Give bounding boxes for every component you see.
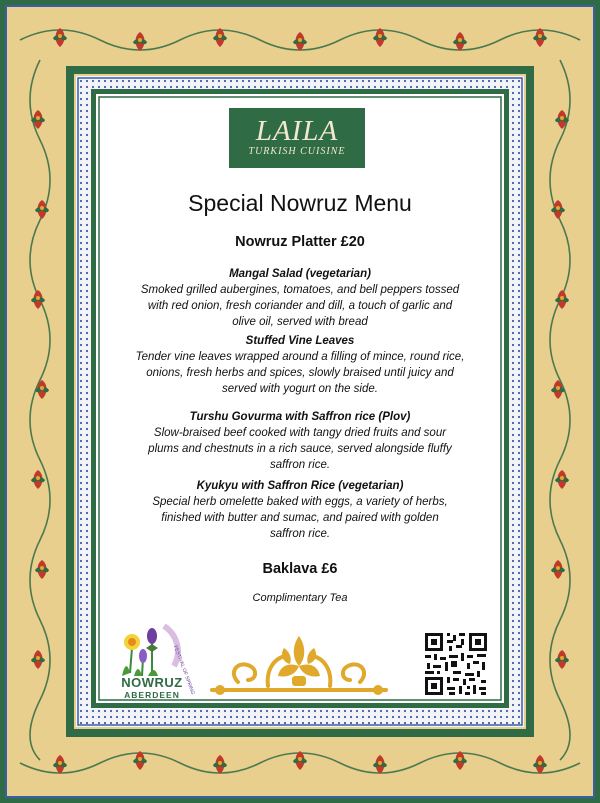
- nowruz-word: NOWRUZ: [121, 675, 183, 690]
- item-description-line: olive oil, served with bread: [232, 316, 368, 328]
- item-name: Mangal Salad (vegetarian): [229, 268, 371, 280]
- dessert-heading: Baklava £6: [262, 561, 338, 577]
- laila-logo: [229, 108, 365, 168]
- logo-subtitle: TURKISH CUISINE: [248, 146, 346, 157]
- item-name: Kyukyu with Saffron Rice (vegetarian): [196, 480, 404, 492]
- qr-code-icon[interactable]: [423, 631, 489, 697]
- item-description: [112, 282, 488, 330]
- item-description-line: Smoked grilled aubergines, tomatoes, and bell peppers tossed: [140, 284, 460, 296]
- gold-ornament-icon: [208, 632, 390, 698]
- item-description-line: saffron rice.: [269, 528, 331, 540]
- complimentary-tea: Complimentary Tea: [252, 592, 348, 604]
- crocus-icon: [134, 649, 158, 676]
- aberdeen-word: ABERDEEN: [124, 690, 180, 700]
- item-description: [112, 425, 488, 473]
- item-description-line: with red onion, fresh coriander and dill, a touch of garlic and: [147, 300, 453, 312]
- menu-title: Special Nowruz Menu: [188, 190, 412, 216]
- item-description-line: Tender vine leaves wrapped around a filling of mince, round rice,: [135, 351, 465, 363]
- item-name: Turshu Govurma with Saffron rice (Plov): [189, 411, 411, 423]
- item-description-line: finished with butter and sumac, and paired with golden: [161, 512, 439, 524]
- festival-arc-text: FESTIVAL OF SPRING: [172, 644, 196, 696]
- item-description-line: Slow-braised beef cooked with tangy dried fruits and sour: [153, 427, 447, 439]
- item-name: Stuffed Vine Leaves: [245, 335, 355, 347]
- logo-name: LAILA: [255, 115, 339, 147]
- item-description-line: saffron rice.: [269, 459, 331, 471]
- platter-heading: Nowruz Platter £20: [235, 234, 365, 250]
- item-description-line: plums and chestnuts in a rich sauce, served alongside fluffy: [148, 443, 452, 455]
- item-description-line: Special herb omelette baked with eggs, a variety of herbs,: [152, 496, 448, 508]
- thistle-icon: [146, 628, 158, 676]
- item-description-line: onions, fresh herbs and spices, slowly braised until juicy and: [146, 367, 454, 379]
- item-description: [112, 494, 488, 542]
- item-description-line: served with yogurt on the side.: [222, 383, 378, 395]
- item-description: [112, 349, 488, 397]
